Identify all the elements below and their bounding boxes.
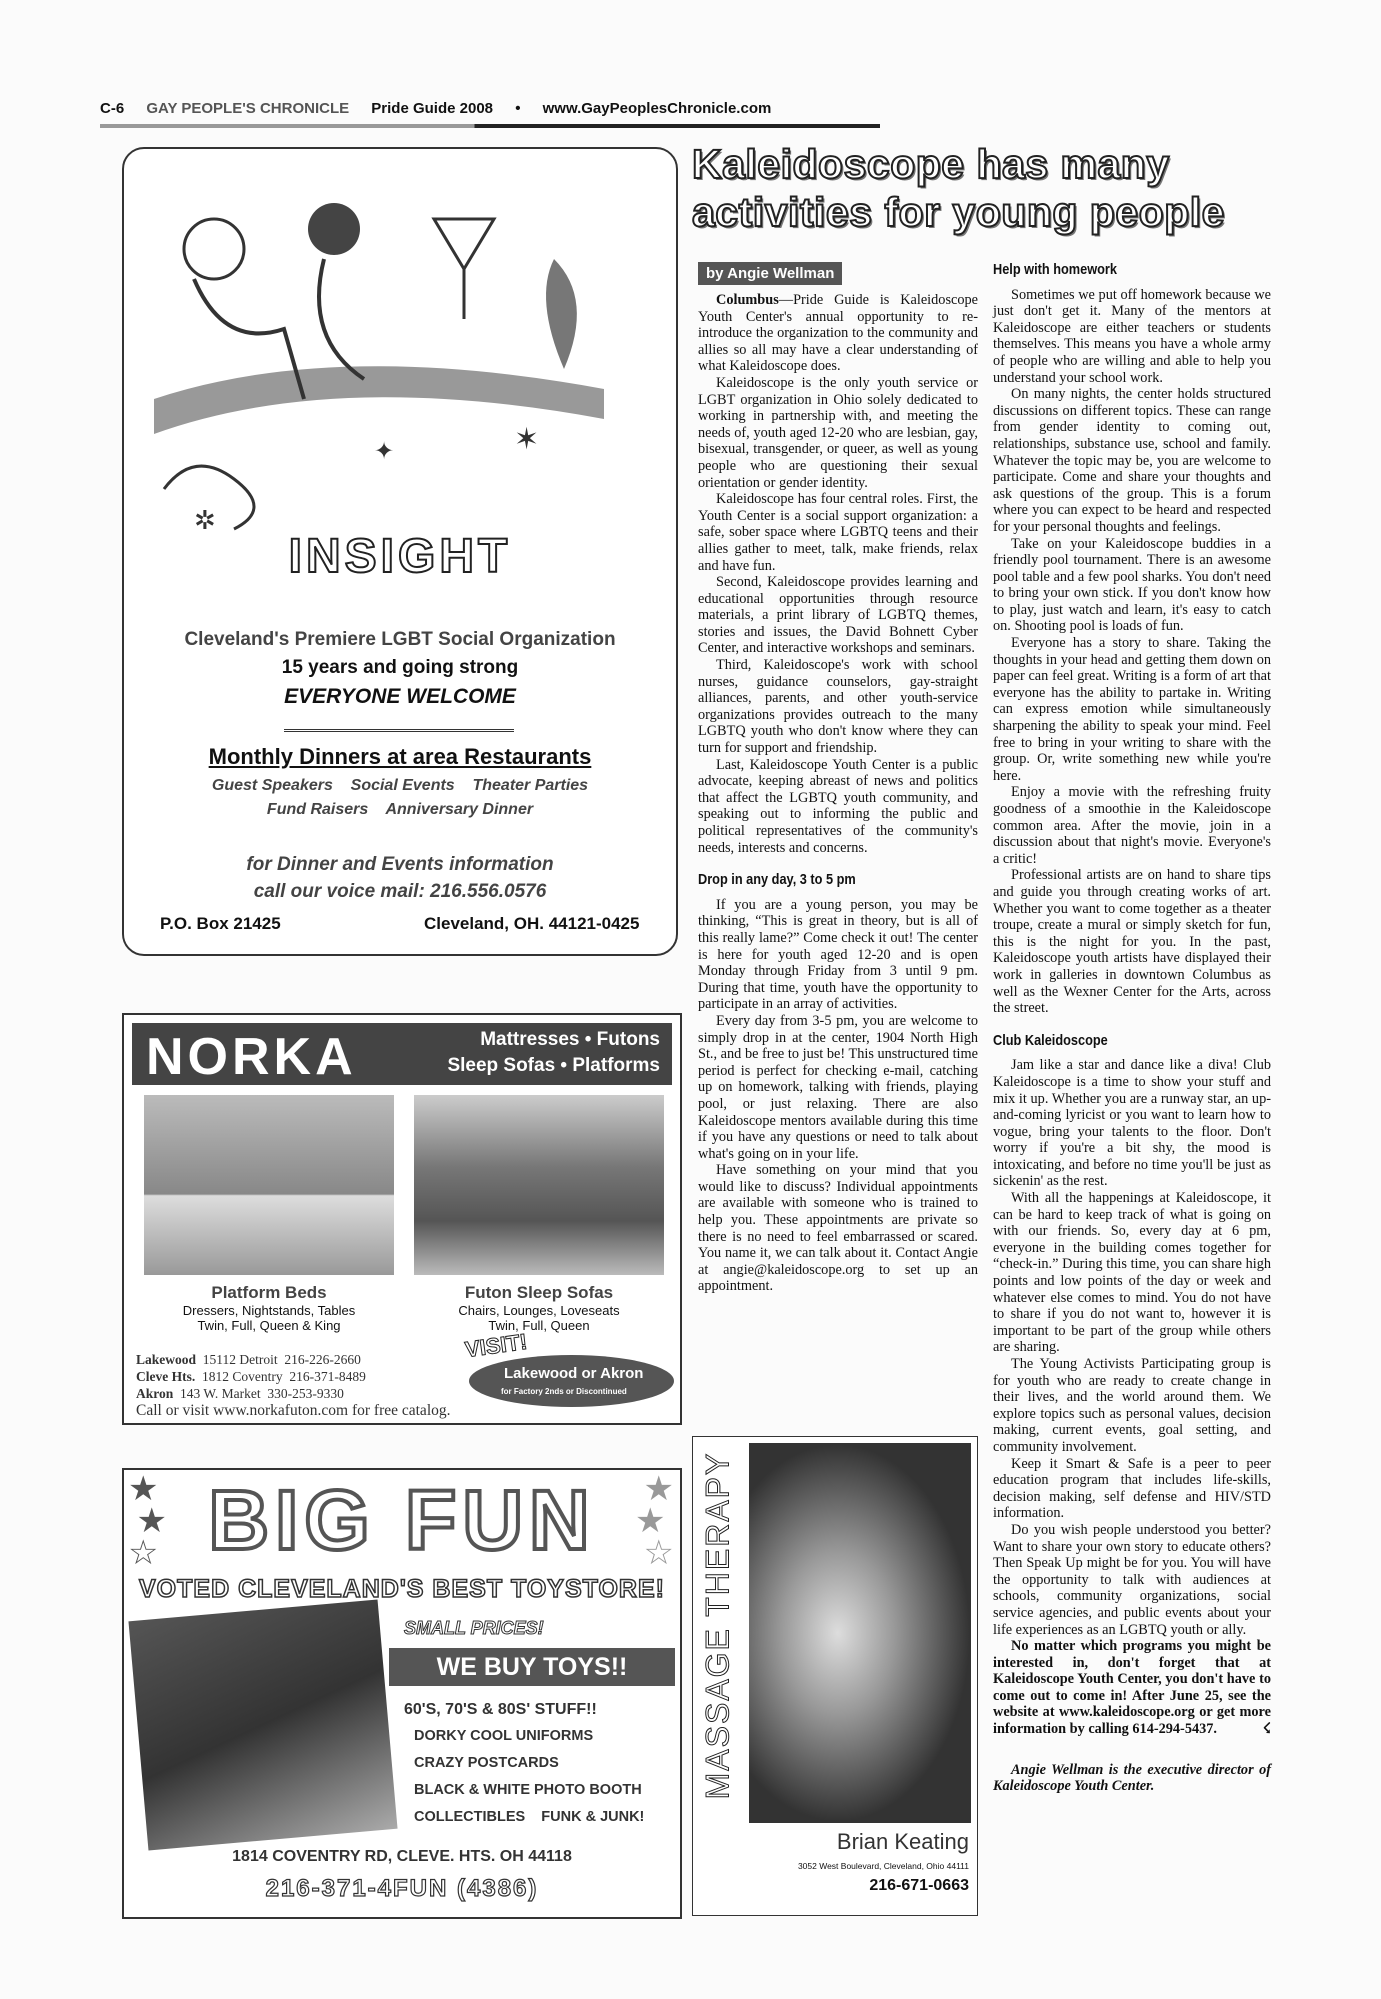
massage-ad: [692, 1436, 978, 1916]
closing-text: No matter which programs you might be interested in, don't forget that at Kaleidoscope Youth Center, you don't have to come out to come in! After June 25, see the website at www.kaleidoscope.org or get more information by calling 614-294-5437.: [993, 1638, 1271, 1738]
insight-ad: [122, 147, 678, 956]
insight-divider: [284, 729, 514, 732]
header-rule: [100, 124, 880, 128]
paragraph: The Young Activists Participating group is for youth who are ready to create change in their lives, and the world around them. We explore topics such as personal values, decision making, current events, goal setting, and community involvement.: [993, 1356, 1271, 1455]
bigfun-items: [404, 1696, 645, 1831]
product-line: Dressers, Nightstands, Tables: [182, 1303, 356, 1318]
massage-vertical-title: MASSAGE THERAPY: [699, 1451, 736, 1800]
paragraph: Keep it Smart & Safe is a peer to peer education program that includes life-skills, decision making, self defense and HIV/STD information.: [993, 1455, 1271, 1522]
location-city: Cleve Hts.: [136, 1369, 196, 1384]
bigfun-logo: BIG FUN: [208, 1473, 596, 1567]
location-phone: 216-226-2660: [284, 1352, 361, 1367]
bigfun-small-prices: SMALL PRICES!: [404, 1618, 544, 1638]
location-phone: 330-253-9330: [267, 1386, 344, 1401]
norka-catalog: Call or visit www.norkafuton.com for free catalog.: [136, 1402, 451, 1419]
insight-voicemail: call our voice mail: 216.556.0576: [253, 881, 547, 902]
location-address: 143 W. Market: [180, 1386, 261, 1401]
item: BLACK & WHITE PHOTO BOOTH: [414, 1782, 642, 1798]
product-line: Chairs, Lounges, Loveseats: [458, 1303, 620, 1318]
section-heading: Club Kaleidoscope: [993, 1031, 1108, 1049]
toy-photo: [128, 1600, 397, 1851]
section-heading: Help with homework: [993, 261, 1117, 278]
platform-bed-photo: [144, 1095, 394, 1275]
location-address: 15112 Detroit: [202, 1352, 278, 1367]
paragraph: On many nights, the center holds structured discussions on different topics. These can range from gender identity to coming out, relationships, substance use, school and family. Whatever the topic may be, you are welcome to participate. Come and share your thoughts and ask questions of the group. This is a forum where you can expect to be heard and respected for your personal thoughts and feelings.: [993, 386, 1271, 535]
article-column-2: [993, 262, 1271, 1795]
norka-banner-line1: Mattresses • Futons: [480, 1029, 660, 1050]
dateline: Columbus: [716, 292, 779, 308]
norka-logo: NORKA: [146, 1028, 357, 1086]
section-heading: Drop in any day, 3 to 5 pm: [698, 871, 856, 889]
insight-city: Cleveland, OH. 44121-0425: [424, 914, 640, 933]
product-line: Twin, Full, Queen: [488, 1318, 590, 1333]
product-line: Twin, Full, Queen & King: [197, 1318, 341, 1333]
location-city: Lakewood: [136, 1352, 197, 1367]
article-column-1: [698, 292, 978, 1295]
massage-phone: 216-671-0663: [869, 1877, 969, 1894]
visit-label: VISIT!: [463, 1328, 529, 1363]
product-futon-sofas: [414, 1283, 664, 1333]
paragraph: Second, Kaleidoscope provides learning and educational opportunities through resource materials, a print library of LGBTQ themes, stories and issues, the David Bohnett Cyber Center, and interactive workshops and seminars.: [698, 574, 978, 657]
location-address: 1812 Coventry: [201, 1369, 283, 1384]
paragraph: Kaleidoscope is the only youth service or LGBT organization in Ohio solely dedicated to working in partnership with, and meeting the needs of, youth aged 12-20 who are lesbian, gay, bisexual, transgender, or queer, as well as young people who are questioning their sexual orientation or gender identity.: [698, 374, 978, 491]
paragraph: Last, Kaleidoscope Youth Center is a public advocate, keeping abreast of news and politics that affect the LGBTQ youth community, and speaking out to informing the public and political representatives of the community's needs, interests and concerns.: [698, 756, 978, 856]
bigfun-address: 1814 COVENTRY RD, CLEVE. HTS. OH 44118: [232, 1848, 572, 1865]
massage-address: 3052 West Boulevard, Cleveland, Ohio 44111: [797, 1861, 969, 1871]
bigfun-we-buy: WE BUY TOYS!!: [389, 1648, 675, 1686]
paragraph: Kaleidoscope has four central roles. First, the Youth Center is a social support organization: a safe, sober space where LGBTQ teens and their allies gather to meet, talk, make friends, relax and have fun.: [698, 491, 978, 574]
insight-years: 15 years and going strong: [281, 657, 519, 678]
item: COLLECTIBLES FUNK & JUNK!: [414, 1809, 645, 1825]
article-headline: Kaleidoscope has many activities for young people: [692, 141, 1225, 235]
insight-events-1: Guest Speakers Social Events Theater Parties: [211, 777, 589, 794]
norka-banner-line2: Sleep Sofas • Platforms: [447, 1055, 660, 1076]
massage-photo: [749, 1443, 971, 1823]
visit-where: Lakewood or Akron: [504, 1365, 644, 1382]
futon-sofa-photo: [414, 1095, 664, 1275]
item: DORKY COOL UNIFORMS: [414, 1728, 594, 1744]
page-header: [100, 100, 880, 134]
svg-text:✦: ✦: [374, 439, 395, 465]
paragraph: Do you wish people understood you better? Want to share your own story to educate others? Then Speak Up might be for you. You will have the opportunity to talk with audiences at schools, community organizations, social service agencies, and public events about your life experiences as an LGBTQ youth or ally.: [993, 1521, 1271, 1638]
item: CRAZY POSTCARDS: [414, 1755, 559, 1771]
bigfun-phone: 216-371-4FUN (4386): [265, 1875, 539, 1902]
location-row: [136, 1368, 366, 1385]
location-row: [136, 1351, 366, 1368]
location-row: [136, 1385, 366, 1402]
paragraph: Third, Kaleidoscope's work with school nurses, guidance counselors, gay-straight alliances, parents, and other youth-service organizations provides outreach to the many LGBTQ youth who don't know where they can turn for support and friendship.: [698, 657, 978, 757]
issue-name: Pride Guide 2008: [371, 100, 494, 117]
paragraph: Have something on your mind that you would like to discuss? Individual appointments are available with someone who is trained to help you. These appointments are private so there is no need to feel embarrassed or scared. You name it, we can talk about it. Contact Angie at angie@kaleidoscope.org to set up an appointment.: [698, 1162, 978, 1295]
visit-badge: [463, 1328, 674, 1407]
insight-tagline: Cleveland's Premiere LGBT Social Organization: [184, 629, 616, 650]
bigfun-voted: VOTED CLEVELAND'S BEST TOYSTORE!: [139, 1575, 665, 1603]
norka-ad: [122, 1013, 682, 1425]
end-mark-icon: ☇: [1262, 1721, 1271, 1738]
paragraph: [993, 1638, 1271, 1738]
paragraph: Professional artists are on hand to share tips and guide you through creating works of art. Whether you want to come together as a theater troupe, create a mural or simply sketch for fun, this is the night for you. In the past, Kaleidoscope youth artists have displayed their work in galleries in downtown Columbus as well as the Wexner Center for the Arts, across the street.: [993, 867, 1271, 1017]
visit-note: for Factory 2nds or Discontinued: [501, 1387, 627, 1396]
norka-banner: [132, 1023, 672, 1085]
paragraph-text: —Pride Guide is Kaleidoscope Youth Center's annual opportunity to re-introduce the organization to the community and allies so all may have a clear understanding of what Kaleidoscope does.: [698, 292, 978, 375]
star-icons: ★ ★ ☆: [635, 1471, 674, 1572]
item: 60'S, 70'S & 80S' STUFF!!: [404, 1701, 597, 1718]
paragraph: If you are a young person, you may be thinking, “This is great in theory, but is all of this really lame?” Come check it out! The center is here for youth aged 12-20 and is open Monday through Friday from 3 until 9 pm. During that time, youth have the opportunity to participate in an array of activities.: [698, 896, 978, 1013]
insight-events-2: Fund Raisers Anniversary Dinner: [266, 801, 534, 818]
star-icons: ★ ★ ☆: [128, 1471, 167, 1572]
location-phone: 216-371-8489: [289, 1369, 366, 1384]
paragraph: Jam like a star and dance like a diva! Club Kaleidoscope is a time to show your stuff and mix it up. Whether you are a runway star, an up-and-coming lyricist or you want to learn how to vogue, bring your talents to the floor. Don't worry if you're a bit shy, the mood is intoxicating, and before no time you'll be just as sickenin' as the rest.: [993, 1057, 1271, 1190]
insight-dinners: Monthly Dinners at area Restaurants: [208, 744, 592, 769]
product-title: Futon Sleep Sofas: [464, 1283, 614, 1302]
party-illustration: [134, 159, 664, 539]
svg-text:✶: ✶: [514, 423, 540, 456]
paragraph: Every day from 3-5 pm, you are welcome to simply drop in at the center, 1904 North High St., and be free to just be! This unstructured time period is perfect for checking e-mail, catching up on homework, talking with friends, playing pool, or just relaxing. There are also Kaleidoscope mentors available during this time if you have any questions or need to talk about what's going on in your life.: [698, 1012, 978, 1162]
paragraph: [698, 292, 978, 375]
location-city: Akron: [136, 1386, 174, 1401]
paragraph: Enjoy a movie with the refreshing fruity goodness of a smoothie in the Kaleidoscope common area. After the movie, join in a discussion about that night's movie. Everyone's a critic!: [993, 784, 1271, 867]
author-note: Angie Wellman is the executive director of Kaleidoscope Youth Center.: [993, 1761, 1271, 1795]
paragraph: Everyone has a story to share. Taking the thoughts in your head and getting them down on paper can feel great. Writing is a form of art that everyone has the ability to partake in. Writing can express emotion while simultaneously sharpening the ability to speak your mind. Feel free to bring in your writing to share with the group. Or, write something new while you're here.: [993, 635, 1271, 784]
insight-po-box: P.O. Box 21425: [160, 914, 281, 933]
paragraph: With all the happenings at Kaleidoscope, it can be hard to keep track of what is going on with our friends. So, every day at 6 pm, everyone in the building comes together for “check-in.” During this time, you can share high points and low points of the day or week and whatever else comes to mind. You do not have to share if you do not want to, however it is important to be part of the group while others are sharing.: [993, 1190, 1271, 1356]
page-number: C-6: [100, 100, 125, 117]
norka-locations: [136, 1351, 366, 1402]
bigfun-ad: [122, 1468, 682, 1919]
paragraph: Sometimes we put off homework because we just don't get it. Many of the mentors at Kaleidoscope are either teachers or students themselves. This means you have a whole army of people who are willing and able to help you understand your school work.: [993, 286, 1271, 386]
massage-name: Brian Keating: [836, 1829, 969, 1854]
website-link[interactable]: www.GayPeoplesChronicle.com: [542, 100, 772, 117]
insight-info: for Dinner and Events information: [246, 854, 554, 875]
header-bullet: •: [515, 100, 521, 117]
product-title: Platform Beds: [211, 1283, 327, 1302]
paragraph: Take on your Kaleidoscope buddies in a friendly pool tournament. There is an awesome pool table and a few pool sharks. You don't need to bring your own stick. If you don't know how to play, just watch and learn, it's easy to catch on. Shooting pool is loads of fun.: [993, 535, 1271, 635]
insight-welcome: EVERYONE WELCOME: [284, 685, 516, 708]
insight-logo: INSIGHT: [288, 530, 512, 583]
article-byline: by Angie Wellman: [698, 262, 842, 285]
publication-name: GAY PEOPLE'S CHRONICLE: [146, 100, 350, 117]
product-platform-beds: [144, 1283, 394, 1333]
svg-text:✲: ✲: [194, 506, 216, 535]
